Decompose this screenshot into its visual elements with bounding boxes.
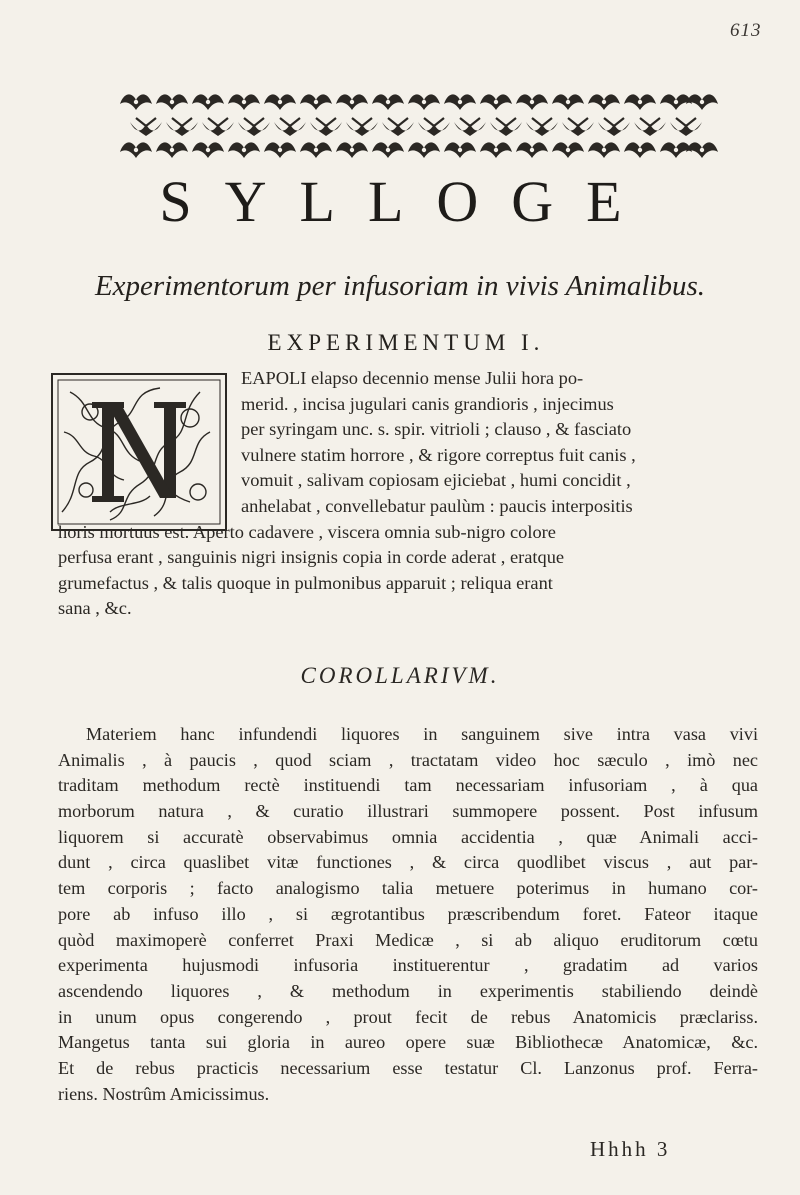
text-line: sana , &c. <box>58 598 132 619</box>
text-line: EAPOLI elapso decennio mense Julii hora po- <box>241 368 584 388</box>
text-line: liquorem si accuratè observabimus omnia accidentia , quæ Animali acci- <box>58 826 758 847</box>
corollarium-heading: COROLLARIVM. <box>300 663 500 688</box>
text-line: experimenta hujusmodi infusoria instituerentur , gradatim ad varios <box>58 955 758 976</box>
text-line: ascendendo liquores , & methodum in experimentis stabiliendo deindè <box>58 980 758 1001</box>
section-heading: EXPERIMENTUM I. <box>267 330 545 355</box>
text-line: anhelabat , convellebatur paulùm : paucis interpositis <box>241 495 633 516</box>
text-line: Mangetus tanta sui gloria in aureo opere suæ Bibliothecæ Anatomicæ, &c. <box>58 1032 758 1053</box>
text-line: vomuit , salivam copiosam ejiciebat , humi concidit , <box>241 470 631 491</box>
text-line: tem corporis ; facto analogismo talia metuere poterimus in humano cor- <box>58 878 758 899</box>
book-title: SYLLOGE <box>159 169 655 234</box>
subtitle: Experimentorum per infusoriam in vivis Animalibus. <box>94 270 706 302</box>
text-line: merid. , incisa jugulari canis grandioris , injecimus <box>241 393 614 414</box>
folio-number: 613 <box>730 20 762 41</box>
text-line: perfusa erant , sanguinis nigri insignis copia in corde aderat , eratque <box>58 547 565 568</box>
text-line: traditam methodum rectè instituendi tam necessariam infusoriam , à qua <box>58 775 758 796</box>
text-line: grumefactus , & talis quoque in pulmonibus apparuit ; reliqua erant <box>58 572 553 593</box>
text-line: horis mortuus est. Aperto cadavere , viscera omnia sub-nigro colore <box>58 521 556 542</box>
text-line: dunt , circa quaslibet vitæ functiones , & circa quodlibet viscus , aut par- <box>58 852 758 873</box>
text-line: Animalis , à paucis , quod sciam , tractatam video hoc sæculo , imò nec <box>58 749 758 770</box>
experiment-paragraph <box>58 366 758 622</box>
text-line: per syringam unc. s. spir. vitrioli ; clauso , & fasciato <box>241 419 632 440</box>
text-line: Materiem hanc infundendi liquores in sanguinem sive intra vasa vivi <box>86 724 758 744</box>
text-line: pore ab infuso illo , si ægrotantibus præscribendum foret. Fateor itaque <box>58 903 758 924</box>
signature-mark: Hhhh 3 <box>590 1137 671 1161</box>
text-line: morborum natura , & curatio illustrari summopere possent. Post infusum <box>58 801 758 822</box>
text-line: vulnere statim horrore , & rigore correptus fuit canis , <box>241 444 636 465</box>
drop-cap-letter: N <box>50 372 51 373</box>
corollarium-paragraph <box>58 722 758 1107</box>
text-line: riens. Nostrûm Amicissimus. <box>58 1083 270 1104</box>
text-line: quòd maximoperè conferret Praxi Medicæ , si ab aliquo eruditorum cœtu <box>58 929 758 950</box>
text-line: in unum opus congerendo , prout fecit de rebus Anatomicis præclariss. <box>58 1006 758 1027</box>
ornamental-headpiece <box>118 90 718 162</box>
text-line: Et de rebus practicis necessarium esse testatur Cl. Lanzonus prof. Ferra- <box>58 1057 758 1078</box>
